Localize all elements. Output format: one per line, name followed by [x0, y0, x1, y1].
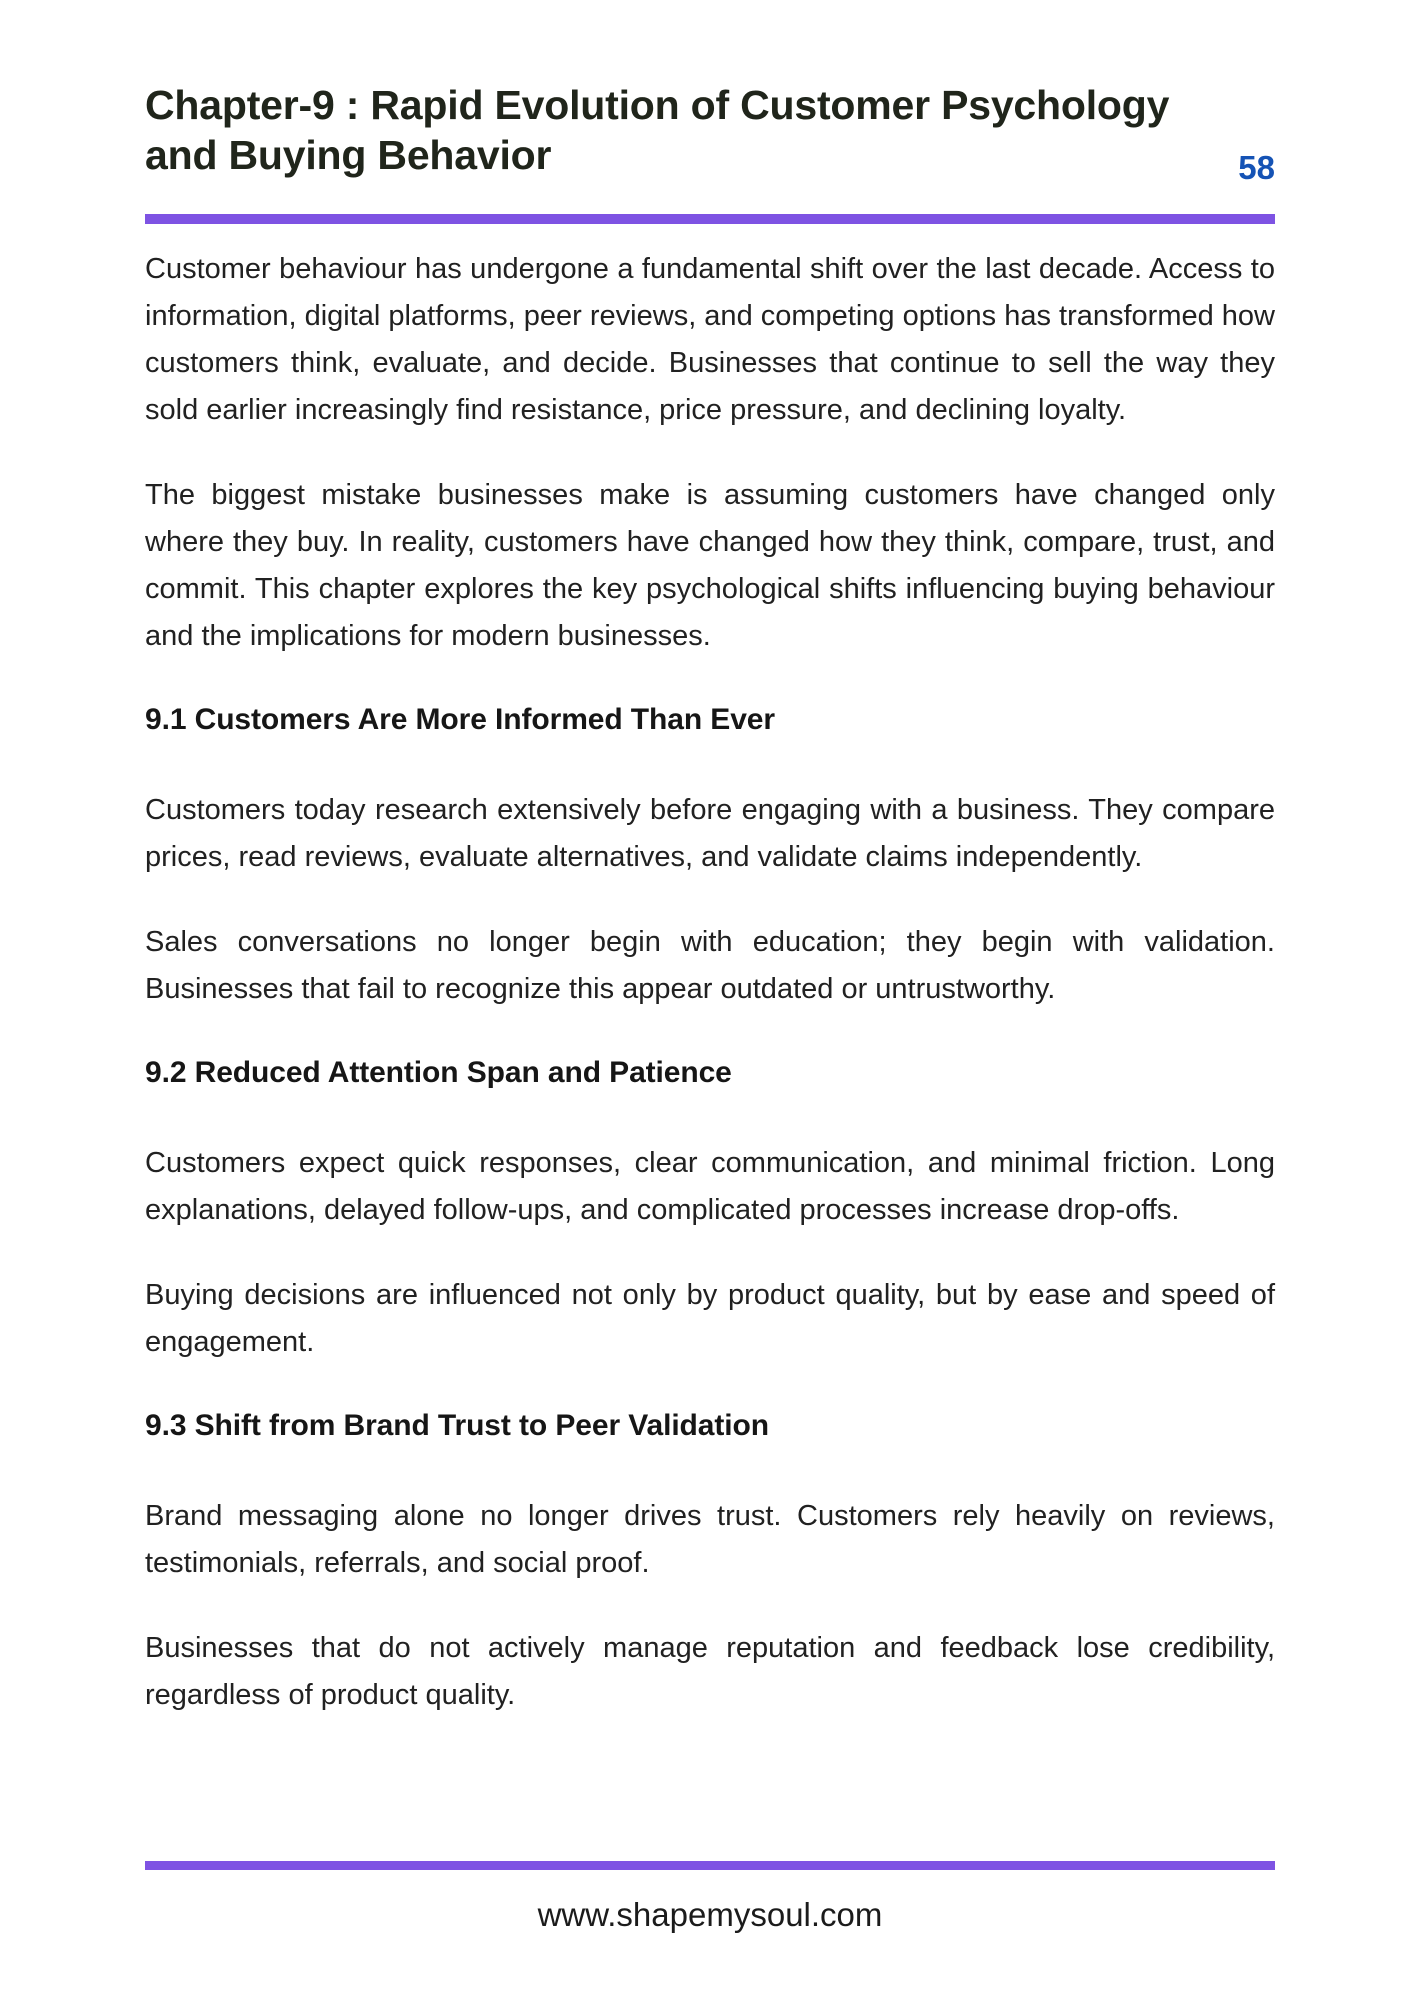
intro-paragraph: The biggest mistake businesses make is assuming customers have changed only where they buy. In reality, customers have changed how they think, compare, trust, and commit. This chapter explores the key psychological shifts influencing buying behaviour and the implications for modern businesses.	[145, 479, 1275, 652]
section-paragraph: Customers today research extensively before engaging with a business. They compare prices, read reviews, evaluate alternatives, and validate claims independently.	[145, 794, 1275, 873]
header-divider-rule	[145, 214, 1275, 224]
footer-divider-rule	[145, 1861, 1275, 1870]
section-paragraph: Buying decisions are influenced not only by product quality, but by ease and speed of engagement.	[145, 1279, 1275, 1358]
chapter-body	[145, 246, 1275, 1757]
section-heading-9-2: 9.2 Reduced Attention Span and Patience	[145, 1056, 732, 1089]
page-footer	[145, 1861, 1275, 1938]
intro-paragraph: Customer behaviour has undergone a fundamental shift over the last decade. Access to information, digital platforms, peer reviews, and competing options has transformed how customers think, evaluate, and decide. Businesses that continue to sell the way they sold earlier increasingly find resistance, price pressure, and declining loyalty.	[145, 253, 1275, 426]
section-heading-9-3: 9.3 Shift from Brand Trust to Peer Validation	[145, 1409, 769, 1442]
section-paragraph: Brand messaging alone no longer drives trust. Customers rely heavily on reviews, testimonials, referrals, and social proof.	[145, 1500, 1275, 1579]
chapter-header	[145, 80, 1275, 186]
page-title-line1: Chapter-9 : Rapid Evolution of Customer Psychology	[145, 82, 1170, 128]
page-title	[145, 80, 1169, 180]
page-title-line2: and Buying Behavior	[145, 132, 552, 178]
page-number: 58	[1238, 149, 1275, 186]
footer-website-url: www.shapemysoul.com	[537, 1896, 883, 1933]
section-paragraph: Sales conversations no longer begin with education; they begin with validation. Businesses that fail to recognize this appear outdated or untrustworthy.	[145, 926, 1275, 1005]
section-paragraph: Businesses that do not actively manage reputation and feedback lose credibility, regardless of product quality.	[145, 1632, 1275, 1711]
section-heading-9-1: 9.1 Customers Are More Informed Than Ever	[145, 703, 775, 736]
section-paragraph: Customers expect quick responses, clear communication, and minimal friction. Long explanations, delayed follow-ups, and complicated processes increase drop-offs.	[145, 1147, 1275, 1226]
